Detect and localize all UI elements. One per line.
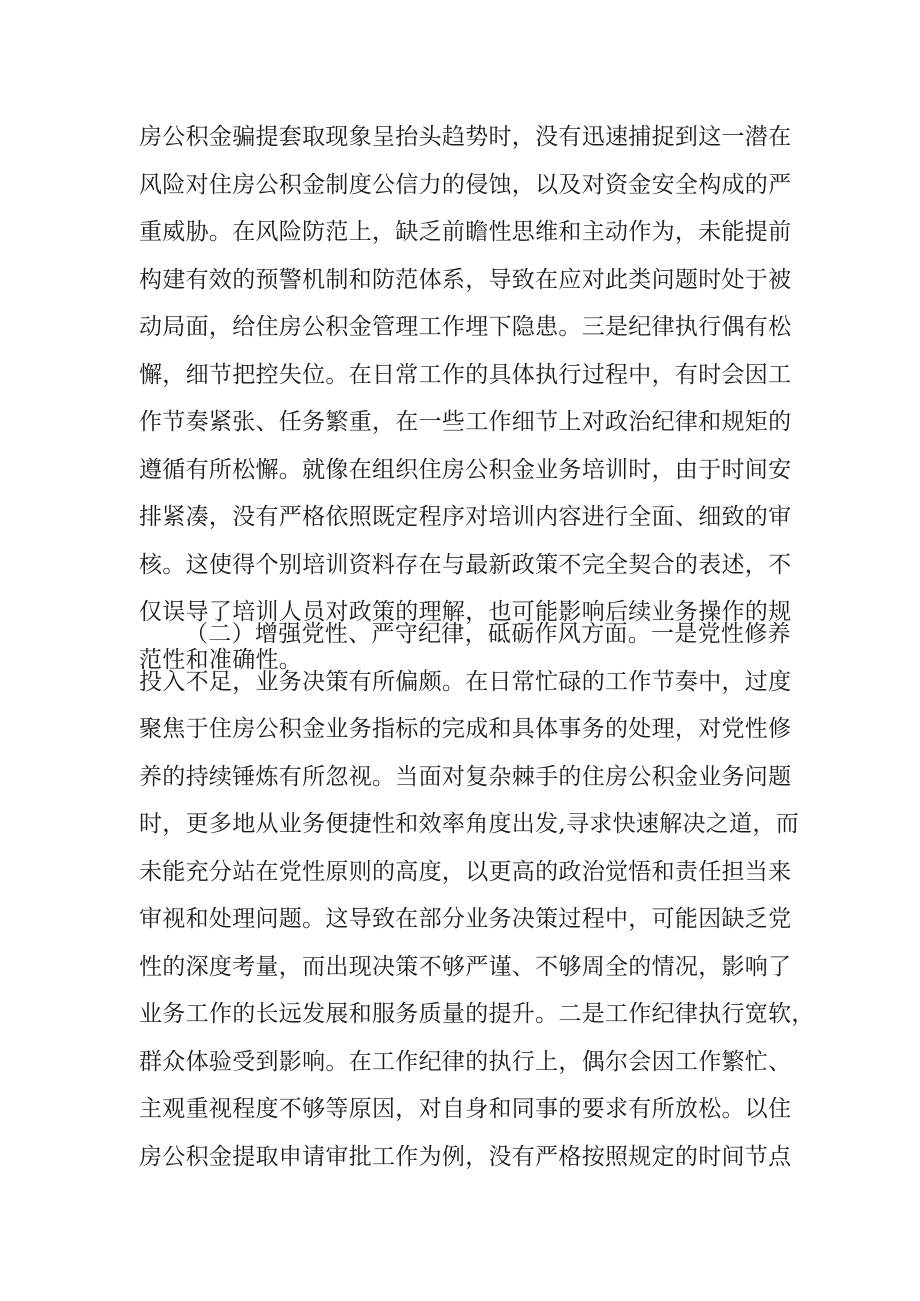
text-line: 性的深度考量，而出现决策不够严谨、不够周全的情况，影响了	[139, 953, 792, 980]
text-line: 聚焦于住房公积金业务指标的完成和具体事务的处理，对党性修	[139, 716, 792, 742]
text-line: 未能充分站在党性原则的高度，以更高的政治觉悟和责任担当来	[139, 858, 792, 885]
text-line: 排紧凑，没有严格依照既定程序对培训内容进行全面、细致的审	[139, 504, 792, 530]
text-line: 构建有效的预警机制和防范体系，导致在应对此类问题时处于被	[139, 266, 792, 293]
text-line: 房公积金骗提套取现象呈抬头趋势时，没有迅速捕捉到这一潜在	[139, 124, 792, 150]
text-line: 遵循有所松懈。就像在组织住房公积金业务培训时，由于时间安	[139, 456, 792, 483]
text-line: 核。这使得个别培训资料存在与最新政策不完全契合的表述，不	[139, 551, 792, 578]
text-line: 范性和准确性。	[139, 646, 303, 673]
text-line: 动局面，给住房公积金管理工作埋下隐患。三是纪律执行偶有松	[139, 314, 792, 340]
text-line: 仅误导了培训人员对政策的理解，也可能影响后续业务操作的规	[139, 599, 792, 625]
text-line: 业务工作的长远发展和服务质量的提升。二是工作纪律执行宽软，	[139, 1001, 815, 1027]
text-line: 房公积金提取申请审批工作为例，没有严格按照规定的时间节点	[139, 1143, 792, 1170]
text-line: 投入不足，业务决策有所偏颇。在日常忙碌的工作节奏中，过度	[139, 668, 792, 695]
paragraph-1	[139, 114, 792, 684]
text-line: 养的持续锤炼有所忽视。当面对复杂棘手的住房公积金业务问题	[139, 763, 792, 790]
text-line: 重威胁。在风险防范上，缺乏前瞻性思维和主动作为，未能提前	[139, 219, 792, 245]
text-line: 作节奏紧张、任务繁重，在一些工作细节上对政治纪律和规矩的	[139, 409, 792, 435]
text-line: 风险对住房公积金制度公信力的侵蚀，以及对资金安全构成的严	[139, 171, 792, 198]
text-line: 时，更多地从业务便捷性和效率角度出发,寻求快速解决之道，而	[139, 811, 800, 837]
text-line: 审视和处理问题。这导致在部分业务决策过程中，可能因缺乏党	[139, 906, 792, 932]
text-line: 主观重视程度不够等原因，对自身和同事的要求有所放松。以住	[139, 1096, 792, 1122]
text-line: 懈，细节把控失位。在日常工作的具体执行过程中，有时会因工	[139, 361, 792, 388]
paragraph-2	[139, 611, 815, 1181]
text-line: 群众体验受到影响。在工作纪律的执行上，偶尔会因工作繁忙、	[139, 1048, 792, 1075]
text-line: （二）增强党性、严守纪律，砥砺作风方面。一是党性修养	[185, 621, 791, 647]
